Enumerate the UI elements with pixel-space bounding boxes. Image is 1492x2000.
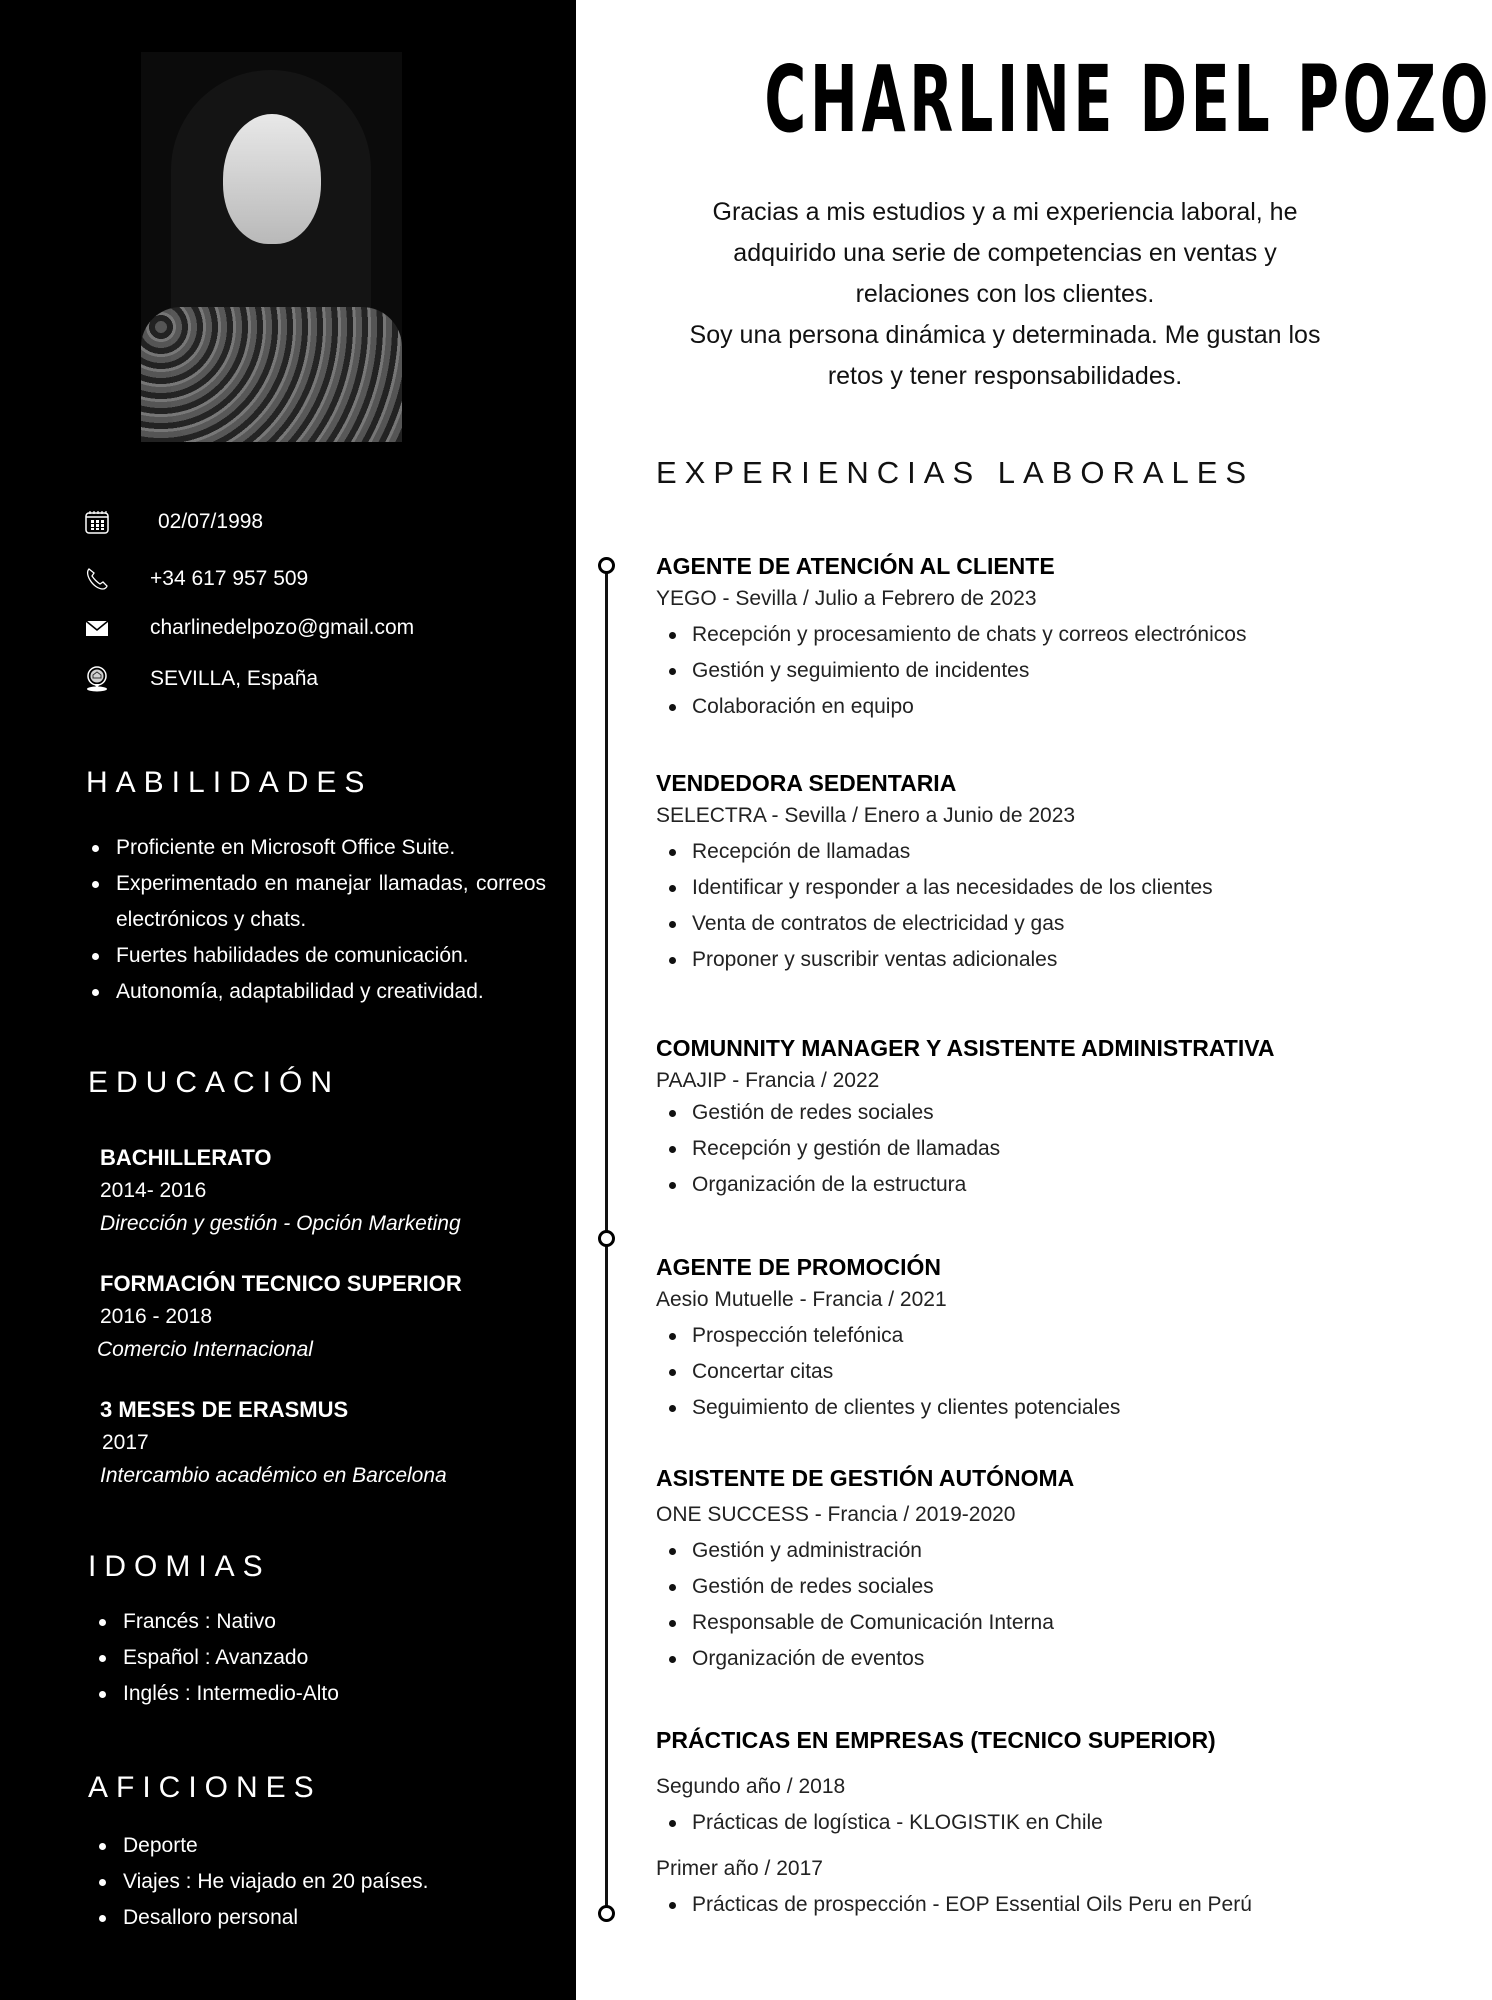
job-company: Aesio Mutuelle - Francia / 2021 xyxy=(656,1288,947,1311)
contact-email xyxy=(84,613,415,643)
job-task: Proponer y suscribir ventas adicionales xyxy=(656,942,1376,978)
education-title: BACHILLERATO xyxy=(100,1145,272,1170)
job-company: YEGO - Sevilla / Julio a Febrero de 2023 xyxy=(656,587,1037,610)
education-dates: 2014- 2016 xyxy=(100,1179,207,1202)
education-title: FORMACIÓN TECNICO SUPERIOR xyxy=(100,1271,462,1296)
internship-period: Segundo año / 2018 xyxy=(656,1775,846,1798)
education-item xyxy=(97,1267,540,1367)
hobby-item: Desalloro personal xyxy=(93,1900,428,1936)
job-task: Seguimiento de clientes y clientes potenciales xyxy=(656,1390,1376,1426)
education-item xyxy=(100,1393,540,1493)
education-item xyxy=(100,1141,540,1241)
job-task: Gestión de redes sociales xyxy=(656,1569,1376,1605)
location-home-pin-icon xyxy=(84,666,110,692)
skills-list xyxy=(86,830,546,1010)
experience-heading: EXPERIENCIAS LABORALES xyxy=(656,455,1255,490)
job-task: Recepción y gestión de llamadas xyxy=(656,1131,1376,1167)
education-detail: Dirección y gestión - Opción Marketing xyxy=(100,1212,461,1235)
profile-photo xyxy=(141,52,402,442)
job-title: AGENTE DE PROMOCIÓN xyxy=(656,1254,941,1280)
job-title: VENDEDORA SEDENTARIA xyxy=(656,770,957,796)
job-task: Prácticas de logística - KLOGISTIK en Chile xyxy=(656,1805,1376,1841)
job-company: PAAJIP - Francia / 2022 xyxy=(656,1069,880,1092)
summary-line: Gracias a mis estudios y a mi experiencia laboral, he xyxy=(712,198,1298,226)
education-detail: Intercambio académico en Barcelona xyxy=(100,1464,447,1487)
job-title: PRÁCTICAS EN EMPRESAS (TECNICO SUPERIOR) xyxy=(656,1727,1216,1753)
location-text: SEVILLA, España xyxy=(150,667,319,690)
job-tasks xyxy=(656,1533,1376,1677)
job-task: Venta de contratos de electricidad y gas xyxy=(656,906,1376,942)
skills-heading: HABILIDADES xyxy=(86,766,373,799)
job-task: Colaboración en equipo xyxy=(656,689,1376,725)
job-task: Gestión de redes sociales xyxy=(656,1095,1376,1131)
job-entry xyxy=(656,1461,1376,1677)
photo-face xyxy=(223,114,321,244)
language-item: Español : Avanzado xyxy=(93,1640,339,1676)
job-title: ASISTENTE DE GESTIÓN AUTÓNOMA xyxy=(656,1465,1075,1491)
job-tasks xyxy=(656,1887,1376,1923)
job-tasks xyxy=(656,1318,1376,1426)
summary-line: retos y tener responsabilidades. xyxy=(827,362,1183,390)
job-tasks xyxy=(656,617,1376,725)
job-task: Identificar y responder a las necesidades de los clientes xyxy=(656,870,1376,906)
job-title: COMUNNITY MANAGER Y ASISTENTE ADMINISTRATIVA xyxy=(656,1035,1275,1061)
education-dates: 2016 - 2018 xyxy=(100,1305,213,1328)
job-task: Gestión y administración xyxy=(656,1533,1376,1569)
profile-summary xyxy=(620,192,1390,397)
job-task: Organización de eventos xyxy=(656,1641,1376,1677)
summary-line: adquirido una serie de competencias en ventas y xyxy=(733,239,1277,267)
job-company: SELECTRA - Sevilla / Enero a Junio de 2023 xyxy=(656,804,1076,827)
job-entry xyxy=(656,1250,1376,1426)
skill-item: Experimentado en manejar llamadas, correos electrónicos y chats. xyxy=(86,866,546,938)
languages-heading: IDOMIAS xyxy=(88,1550,271,1583)
job-task: Concertar citas xyxy=(656,1354,1376,1390)
skill-item: Fuertes habilidades de comunicación. xyxy=(86,938,546,974)
timeline-node xyxy=(598,1230,615,1247)
hobby-item: Deporte xyxy=(93,1828,428,1864)
education-dates: 2017 xyxy=(102,1431,149,1454)
internship-period: Primer año / 2017 xyxy=(656,1857,823,1880)
calendar-icon xyxy=(84,509,110,535)
contact-phone xyxy=(84,564,309,594)
candidate-name: CHARLINE DEL POZO xyxy=(764,46,1492,153)
job-tasks xyxy=(656,1805,1376,1841)
education-detail: Comercio Internacional xyxy=(97,1338,313,1361)
hobby-item: Viajes : He viajado en 20 países. xyxy=(93,1864,428,1900)
job-task: Gestión y seguimiento de incidentes xyxy=(656,653,1376,689)
education-heading: EDUCACIÓN xyxy=(88,1066,341,1099)
language-item: Inglés : Intermedio-Alto xyxy=(93,1676,339,1712)
job-task: Responsable de Comunicación Interna xyxy=(656,1605,1376,1641)
job-entry xyxy=(656,766,1376,978)
hobbies-heading: AFICIONES xyxy=(88,1771,322,1804)
skill-item: Proficiente en Microsoft Office Suite. xyxy=(86,830,546,866)
contact-location xyxy=(84,664,319,694)
education-title: 3 MESES DE ERASMUS xyxy=(100,1397,349,1422)
job-task: Organización de la estructura xyxy=(656,1167,1376,1203)
contact-birthdate xyxy=(84,507,264,537)
photo-shirt xyxy=(141,307,402,442)
language-item: Francés : Nativo xyxy=(93,1604,339,1640)
timeline-node xyxy=(598,557,615,574)
summary-line: Soy una persona dinámica y determinada. Me gustan los xyxy=(689,321,1321,349)
job-task: Recepción de llamadas xyxy=(656,834,1376,870)
envelope-icon xyxy=(84,615,110,641)
job-task: Prospección telefónica xyxy=(656,1318,1376,1354)
birthdate-text: 02/07/1998 xyxy=(158,510,264,533)
summary-line: relaciones con los clientes. xyxy=(855,280,1155,308)
languages-list xyxy=(93,1604,339,1712)
job-entry xyxy=(656,549,1376,725)
job-entry xyxy=(656,1031,1376,1203)
hobbies-list xyxy=(93,1828,428,1936)
skill-item: Autonomía, adaptabilidad y creatividad. xyxy=(86,974,546,1010)
job-entry xyxy=(656,1723,1376,1923)
job-task: Recepción y procesamiento de chats y correos electrónicos xyxy=(656,617,1376,653)
job-tasks xyxy=(656,1095,1376,1203)
job-task: Prácticas de prospección - EOP Essential Oils Peru en Perú xyxy=(656,1887,1376,1923)
email-text[interactable]: charlinedelpozo@gmail.com xyxy=(150,616,415,639)
phone-icon xyxy=(84,566,110,592)
job-tasks xyxy=(656,834,1376,978)
job-company: ONE SUCCESS - Francia / 2019-2020 xyxy=(656,1503,1016,1526)
phone-text[interactable]: +34 617 957 509 xyxy=(150,567,309,590)
job-title: AGENTE DE ATENCIÓN AL CLIENTE xyxy=(656,553,1055,579)
timeline-node xyxy=(598,1905,615,1922)
sidebar xyxy=(0,0,576,2000)
